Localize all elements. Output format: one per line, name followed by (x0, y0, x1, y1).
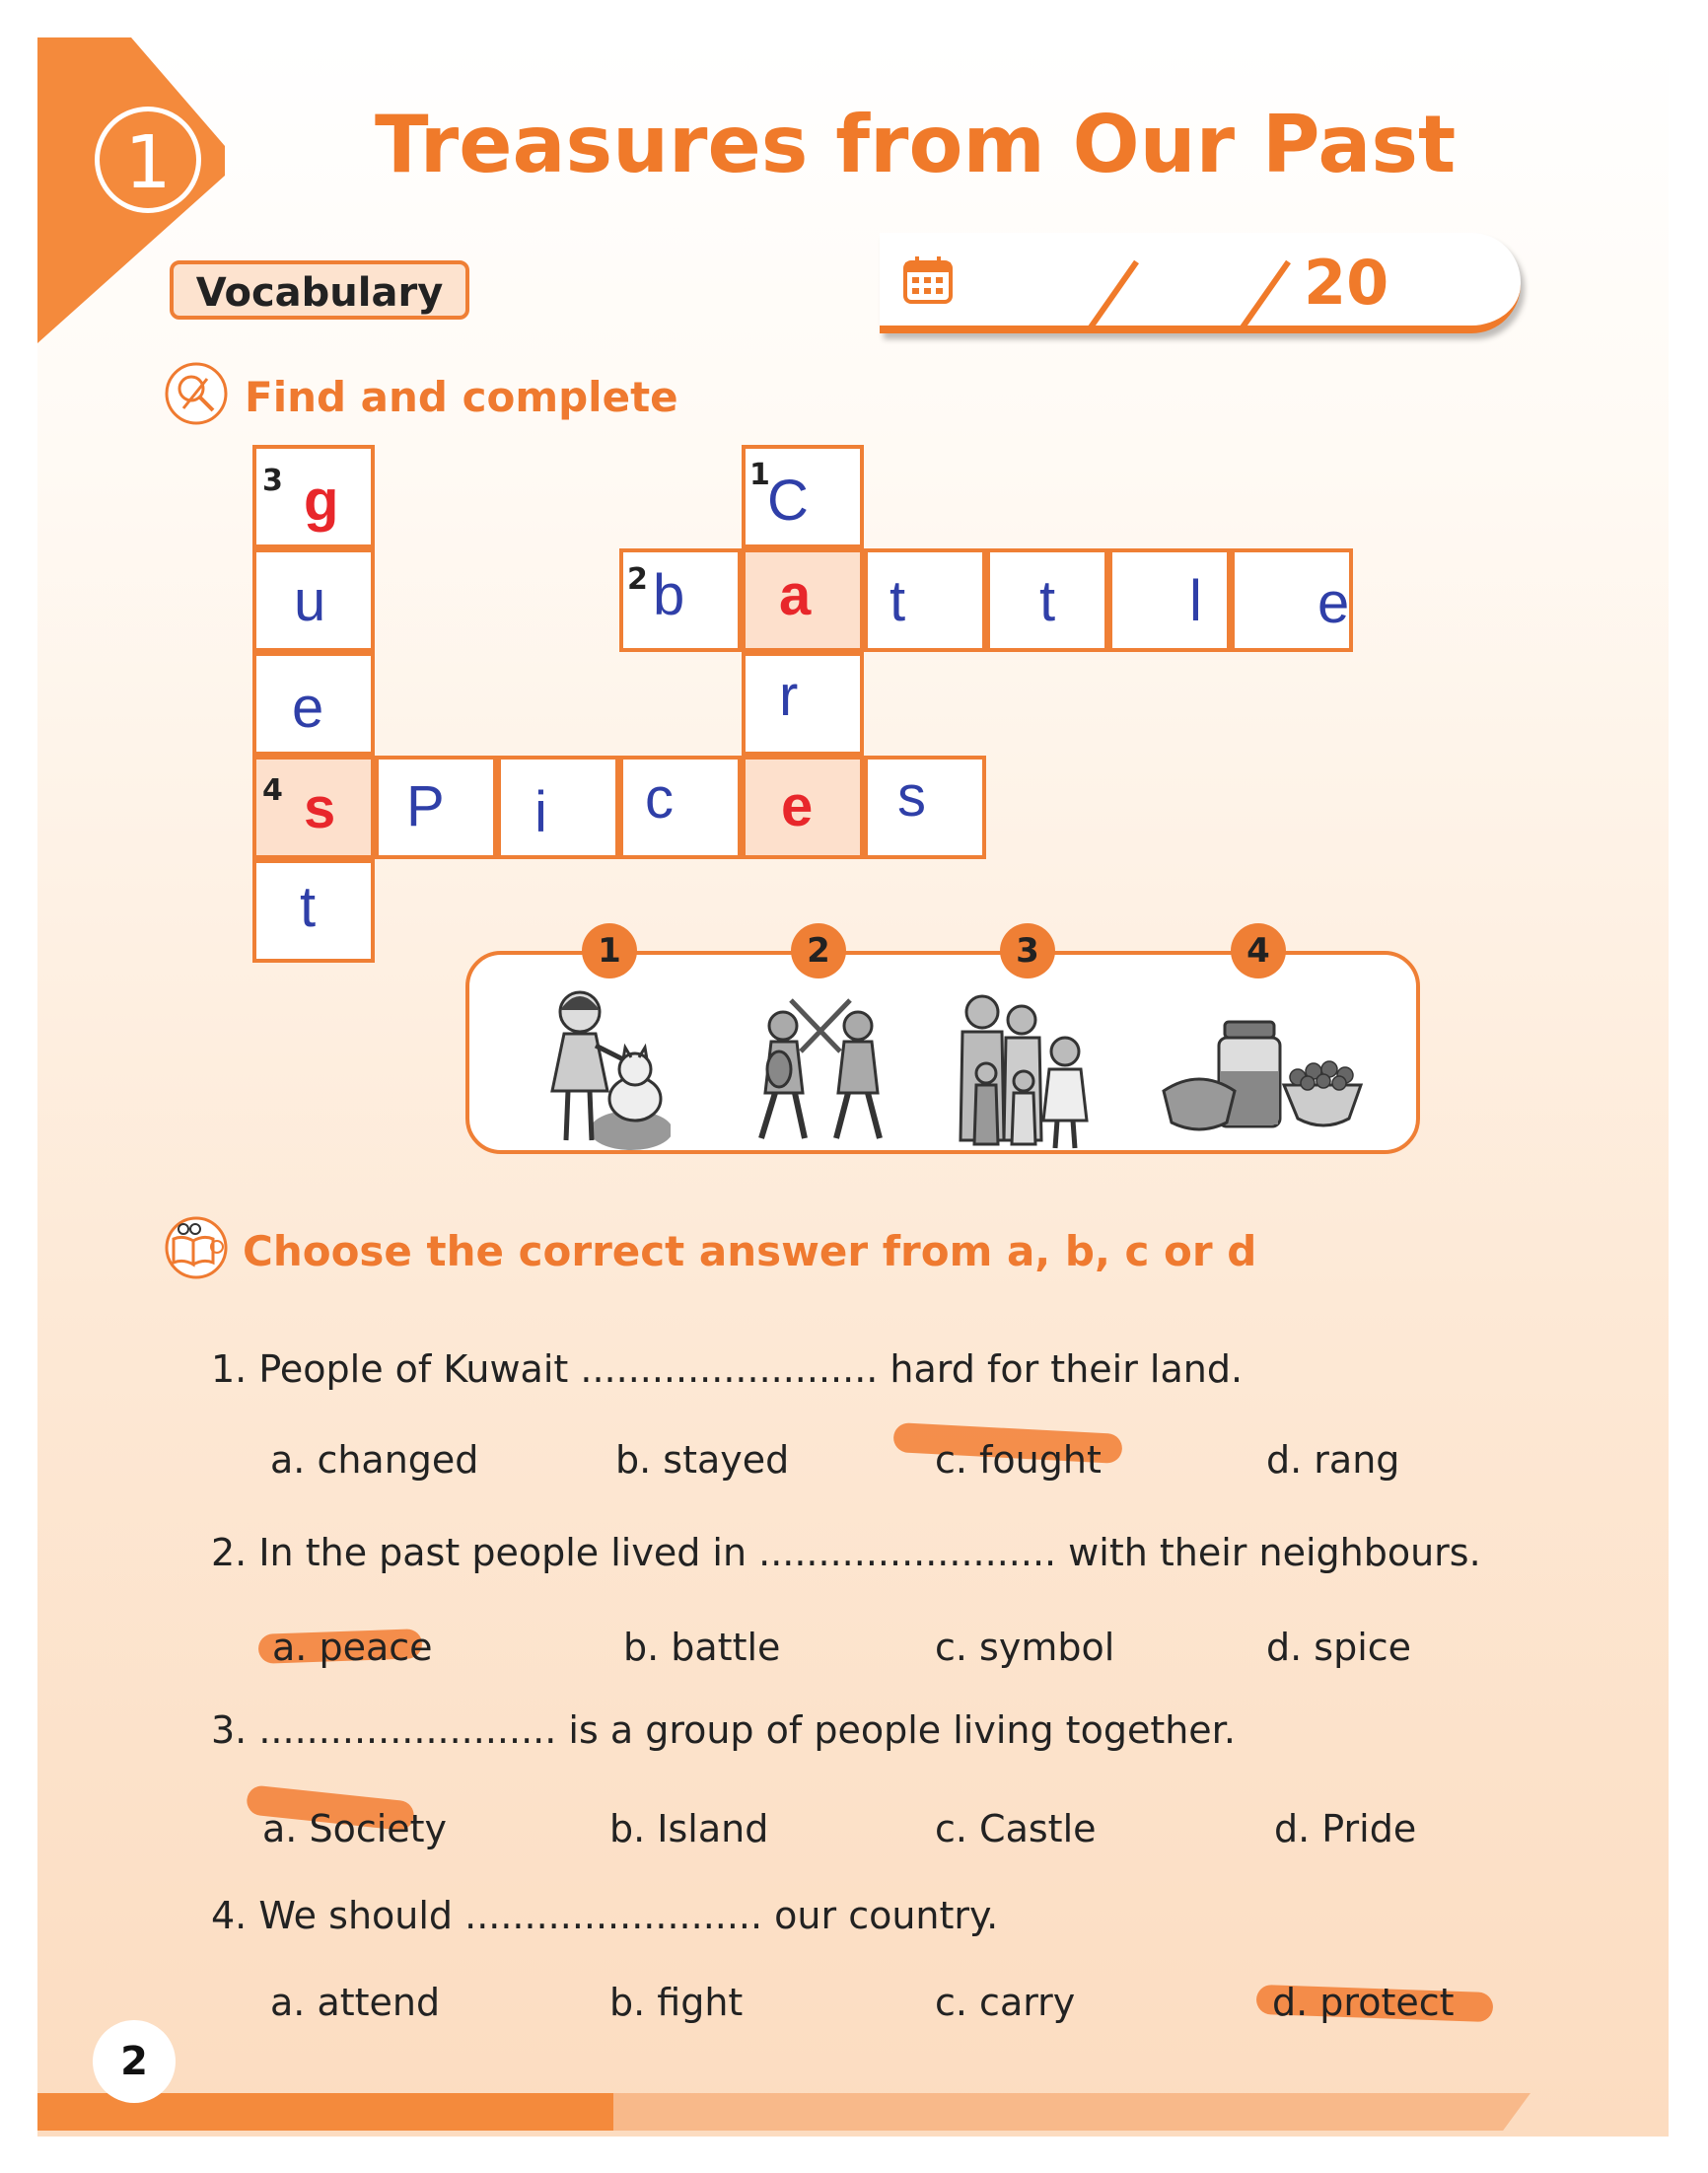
crossword-letter: u (294, 569, 326, 633)
question-1-text: 1. People of Kuwait ......................... hard for their land. (211, 1347, 1244, 1391)
question-2-option-c[interactable]: c. symbol (935, 1626, 1115, 1669)
picture-number-badge: 4 (1231, 923, 1286, 978)
calendar-icon (903, 256, 953, 304)
picture-number-badge: 2 (791, 923, 846, 978)
question-3-text: 3. ......................... is a group of people living together. (211, 1708, 1236, 1752)
crossword-letter: t (1039, 569, 1056, 633)
question-4-text: 4. We should ......................... our country. (211, 1894, 999, 1937)
picture-number-badge: 1 (582, 923, 637, 978)
clue-number: 3 (262, 464, 283, 498)
question-1-option-a[interactable]: a. changed (270, 1438, 479, 1482)
crossword-letter: r (779, 664, 799, 728)
question-2-option-a[interactable]: a. peace (272, 1626, 433, 1669)
crossword-letter: a (779, 563, 812, 627)
girl-petting-cat-icon (533, 982, 671, 1150)
book-abc-icon (164, 1215, 229, 1280)
question-4-option-d[interactable]: d. protect (1272, 1981, 1455, 2024)
page-number: 2 (93, 2020, 176, 2103)
question-3-option-c[interactable]: c. Castle (935, 1807, 1097, 1850)
question-3-option-b[interactable]: b. Island (609, 1807, 769, 1850)
crossword-letter: s (304, 776, 336, 840)
crossword-letter: g (304, 469, 339, 533)
crossword-letter: C (767, 469, 809, 533)
date-box (880, 233, 1521, 333)
magnifier-pencil-icon (164, 361, 229, 426)
family-icon (943, 982, 1091, 1152)
crossword-letter: i (534, 780, 547, 844)
question-1-option-d[interactable]: d. rang (1266, 1438, 1400, 1482)
footer-bar-light (613, 2093, 1530, 2131)
question-1-option-c[interactable]: c. fought (935, 1438, 1102, 1482)
crossword-letter: c (645, 766, 674, 831)
question-4-option-b[interactable]: b. fight (609, 1981, 744, 2024)
crossword-cell[interactable] (742, 652, 864, 756)
date-separator-1 (1088, 260, 1139, 330)
crossword-letter: e (292, 676, 324, 740)
spices-icon (1160, 1012, 1367, 1140)
question-3-option-d[interactable]: d. Pride (1274, 1807, 1417, 1850)
crossword-letter: s (897, 764, 926, 829)
find-complete-title: Find and complete (245, 373, 678, 421)
vocabulary-badge: Vocabulary (170, 260, 469, 320)
clue-number: 2 (627, 562, 648, 597)
question-1-option-b[interactable]: b. stayed (615, 1438, 790, 1482)
crossword-cell[interactable] (864, 548, 986, 652)
page-title: Treasures from Our Past (375, 99, 1457, 190)
crossword-cell[interactable] (497, 756, 619, 859)
crossword-letter: b (653, 563, 685, 627)
date-separator-2 (1240, 260, 1291, 330)
crossword-letter: P (406, 774, 445, 838)
crossword-letter: e (1317, 571, 1350, 635)
unit-number-badge: 1 (95, 107, 201, 213)
choose-title: Choose the correct answer from a, b, c or d (243, 1227, 1257, 1275)
picture-number-badge: 3 (1000, 923, 1055, 978)
question-2-option-d[interactable]: d. spice (1266, 1626, 1412, 1669)
date-year: 20 (1304, 247, 1389, 319)
question-2-text: 2. In the past people lived in ......................... with their neighbours. (211, 1531, 1481, 1574)
question-4-option-a[interactable]: a. attend (270, 1981, 441, 2024)
clue-number: 4 (262, 773, 283, 808)
clue-number: 1 (749, 458, 770, 492)
crossword-letter: t (890, 569, 906, 633)
crossword-letter: t (300, 875, 317, 939)
crossword-letter: e (781, 774, 814, 838)
knights-fighting-icon (742, 990, 899, 1148)
crossword-letter: l (1189, 569, 1202, 633)
crossword-cell[interactable] (1108, 548, 1231, 652)
question-4-option-c[interactable]: c. carry (935, 1981, 1076, 2024)
crossword-cell[interactable] (619, 756, 742, 859)
question-3-option-a[interactable]: a. Society (262, 1807, 448, 1850)
question-2-option-b[interactable]: b. battle (623, 1626, 781, 1669)
